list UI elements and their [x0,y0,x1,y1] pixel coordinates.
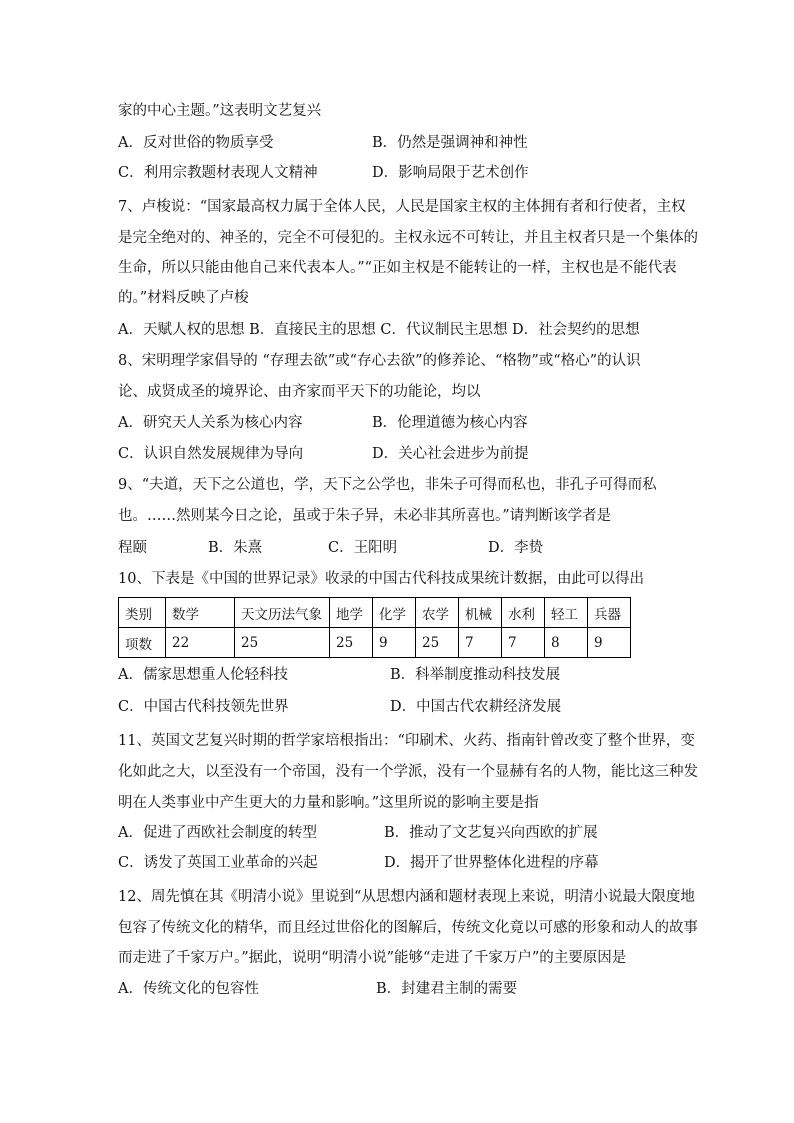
table-header-cell: 数学 [166,598,235,628]
q9-option-b: B．朱熹 [208,540,263,556]
q11-stem-line-3: 明在人类事业中产生更大的力量和影响。”这里所说的影响主要是指 [118,795,539,811]
q11-stem-line-1: 11、英国文艺复兴时期的哲学家培根指出：“印刷术、火药、指南针曾改变了整个世界，变 [118,733,695,749]
q9-stem-line-2: 也。……然则某今日之论，虽或于朱子异，未必非其所喜也。”请判断该学者是 [118,508,612,524]
table-cell: 8 [545,628,588,658]
q9-stem-line-1: 9、“夫道，天下之公道也，学，天下之公学也，非朱子可得而私也，非孔子可得而私 [118,477,657,493]
q6-option-b: B．仍然是强调神和神性 [372,135,528,151]
table-cell: 7 [502,628,545,658]
q7-stem-line-3: 生命，所以只能由他自己来代表本人。”“正如主权是不能转让的一样，主权也是不能代表 [118,260,677,276]
q12-stem-line-3: 而走进了千家万户。”据此，说明“明清小说”能够“走进了千家万户”的主要原因是 [118,950,627,966]
q8-option-d: D．关心社会进步为前提 [372,446,529,462]
table-header-cell: 类别 [119,598,166,628]
q7-options: A．天赋人权的思想 B．直接民主的思想 C．代议制民主思想 D．社会契约的思想 [118,322,640,338]
q10-stats-table [118,597,631,658]
q8-stem-line-2: 论、成贤成圣的境界论、由齐家而平天下的功能论，均以 [118,384,481,400]
table-header-cell: 化学 [373,598,416,628]
table-header-cell: 机械 [459,598,502,628]
q10-option-c: C．中国古代科技领先世界 [118,699,289,715]
table-cell: 25 [235,628,330,658]
q12-option-a: A．传统文化的包容性 [118,981,259,997]
q6-stem-tail: 家的中心主题。”这表明文艺复兴 [118,103,322,119]
table-header-cell: 水利 [502,598,545,628]
q8-option-a: A．研究天人关系为核心内容 [118,415,303,431]
q6-option-d: D．影响局限于艺术创作 [372,165,529,181]
q8-stem-line-1: 8、宋明理学家倡导的 “存理去欲”或“存心去欲”的修养论、“格物”或“格心”的认识 [118,353,641,369]
q8-option-b: B．伦理道德为核心内容 [372,415,528,431]
q6-option-c: C．利用宗教题材表现人文精神 [118,165,318,181]
table-cell: 25 [416,628,459,658]
table-cell: 22 [166,628,235,658]
q7-stem-line-4: 的。”材料反映了卢梭 [118,290,249,306]
q11-stem-line-2: 化如此之大，以至没有一个帝国，没有一个学派，没有一个显赫有名的人物，能比这三种发 [118,764,698,780]
q12-option-b: B．封建君主制的需要 [376,981,518,997]
table-header-cell: 兵器 [588,598,631,628]
q7-stem-line-2: 是完全绝对的、神圣的，完全不可侵犯的。主权永远不可转让，并且主权者只是一个集体的 [118,230,698,246]
table-header-row [119,598,631,628]
q12-stem-line-2: 包容了传统文化的精华，而且经过世俗化的图解后，传统文化竟以可感的形象和动人的故事 [118,920,698,936]
table-header-cell: 农学 [416,598,459,628]
q11-option-b: B．推动了文艺复兴向西欧的扩展 [384,825,598,841]
table-cell: 9 [373,628,416,658]
q11-option-d: D．揭开了世界整体化进程的序幕 [384,855,599,871]
q10-option-b: B．科举制度推动科技发展 [390,667,561,683]
q7-stem-line-1: 7、卢梭说：“国家最高权力属于全体人民，人民是国家主权的主体拥有者和行使者，主权 [118,199,686,215]
table-cell: 9 [588,628,631,658]
table-header-cell: 地学 [330,598,373,628]
table-cell: 项数 [119,628,166,658]
q10-option-d: D．中国古代农耕经济发展 [390,699,562,715]
q12-stem-line-1: 12、周先慎在其《明清小说》里说到“从思想内涵和题材表现上来说，明清小说最大限度地 [118,889,695,905]
q9-option-a: 程颐 [118,540,147,556]
q10-stem: 10、下表是《中国的世界记录》收录的中国古代科技成果统计数据，由此可以得出 [118,571,644,587]
table-header-cell: 轻工 [545,598,588,628]
q11-option-a: A．促进了西欧社会制度的转型 [118,825,317,841]
q9-option-c: C．王阳明 [328,540,398,556]
q6-option-a: A．反对世俗的物质享受 [118,135,274,151]
table-cell: 25 [330,628,373,658]
table-row [119,628,631,658]
q11-option-c: C．诱发了英国工业革命的兴起 [118,855,318,871]
q8-option-c: C．认识自然发展规律为导向 [118,446,304,462]
table-header-cell: 天文历法气象 [235,598,330,628]
q10-option-a: A．儒家思想重人伦轻科技 [118,667,288,683]
q9-option-d: D．李贽 [488,540,544,556]
table-cell: 7 [459,628,502,658]
